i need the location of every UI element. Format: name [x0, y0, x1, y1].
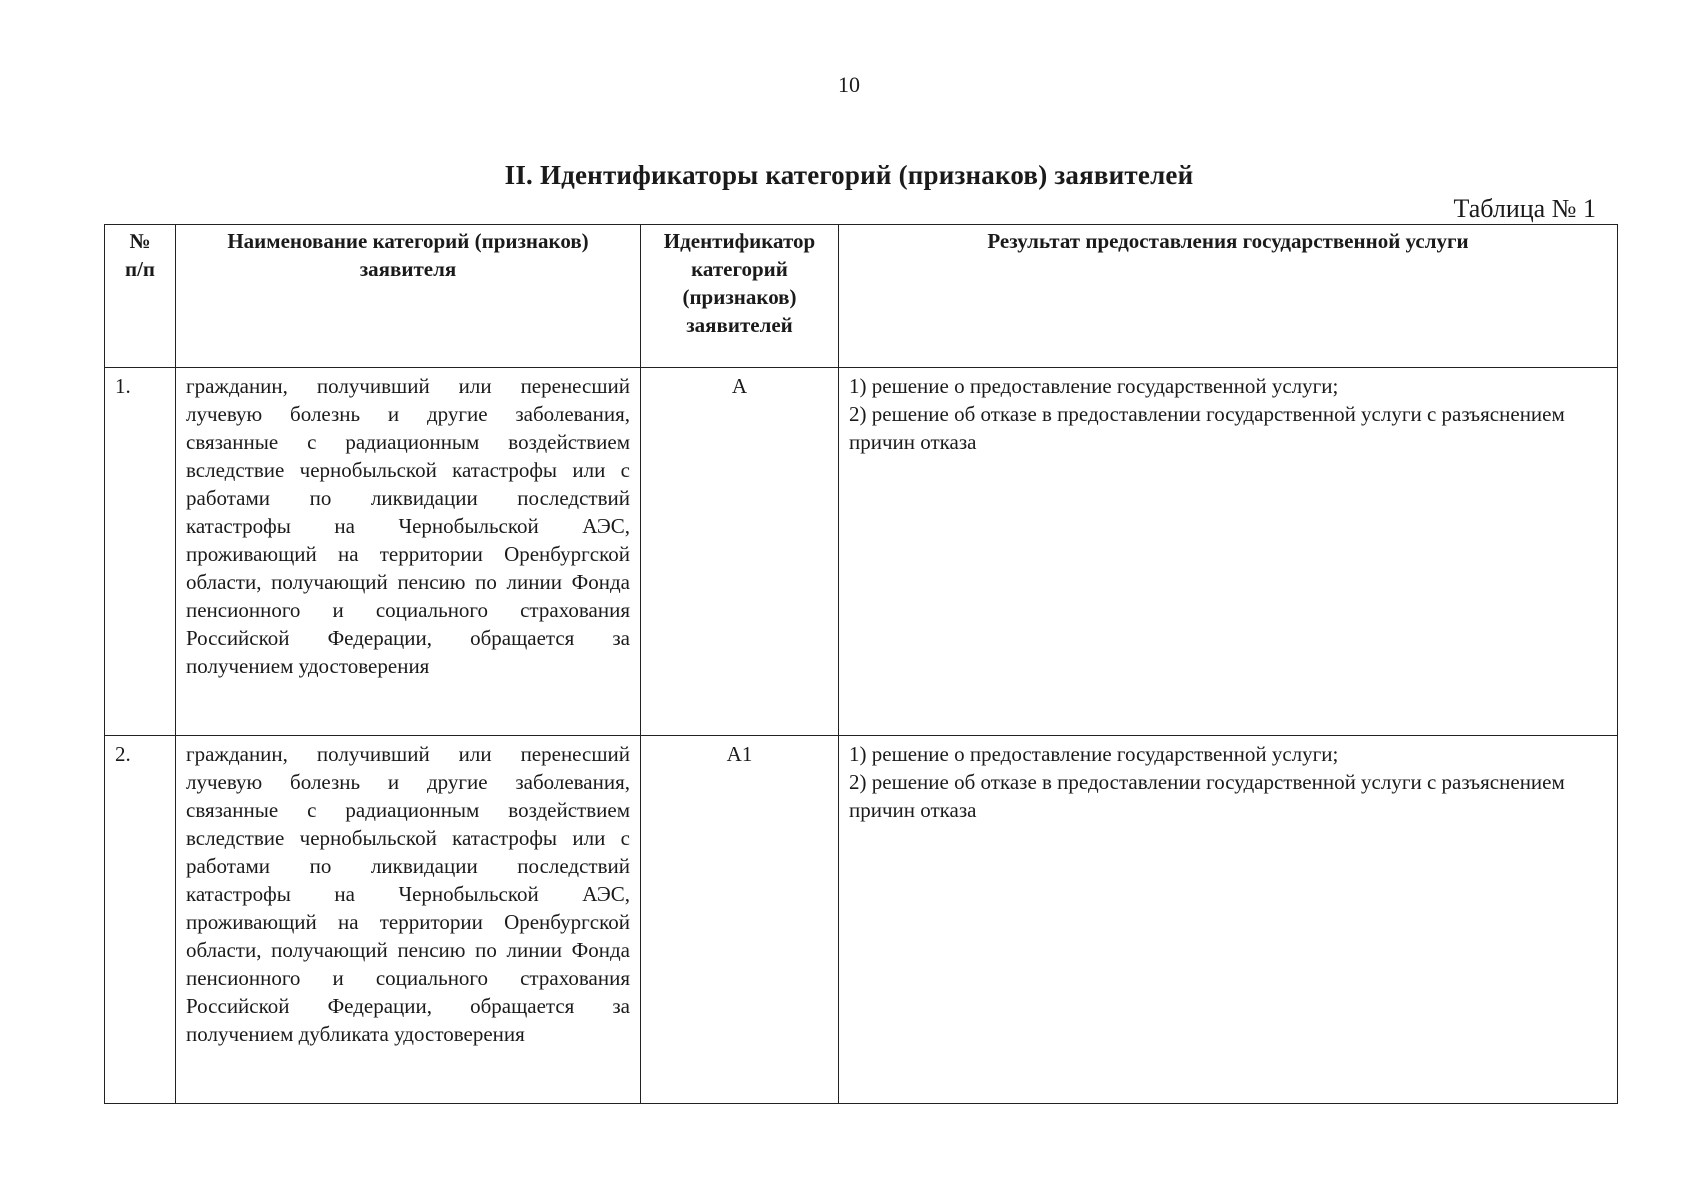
row-result-item-1: 1) решение о предоставление государственной услуги;	[849, 742, 1339, 766]
header-num-line-2: п/п	[124, 257, 156, 281]
row-num: 1.	[105, 368, 176, 736]
row-result-item-2: 2) решение об отказе в предоставлении государственной услуги с разъяснением причин отказа	[849, 402, 1565, 454]
header-identifier-line-2: категорий	[691, 257, 788, 281]
table-caption: Таблица № 1	[1453, 194, 1596, 223]
row-result-item-1: 1) решение о предоставление государственной услуги;	[849, 374, 1339, 398]
page-number: 10	[838, 72, 860, 97]
row-identifier: А1	[641, 736, 839, 1104]
table-row	[105, 736, 1618, 1104]
header-identifier-line-3: (признаков)	[682, 285, 797, 309]
row-num: 2.	[105, 736, 176, 1104]
row-result	[839, 368, 1618, 736]
table-row	[105, 368, 1618, 736]
header-num-line-1: №	[129, 229, 151, 253]
header-num	[105, 225, 176, 368]
row-identifier: А	[641, 368, 839, 736]
section-title: II. Идентификаторы категорий (признаков) заявителей	[504, 160, 1194, 190]
row-result-item-2: 2) решение об отказе в предоставлении государственной услуги с разъяснением причин отказа	[849, 770, 1565, 822]
header-name: Наименование категорий (признаков) заявителя	[176, 225, 641, 368]
row-category-name: гражданин, получивший или перенесший лучевую болезнь и другие заболевания, связанные с радиационным воздействием вследствие чернобыльской катастрофы или с работами по ликвидации последствий катастрофы на Чернобыльской АЭС, проживающий на территории Оренбургской области, получающий пенсию по линии Фонда пенсионного и социального страхования Российской Федерации, обращается за получением дубликата удостоверения	[176, 736, 641, 1104]
header-identifier-line-4: заявителей	[686, 313, 793, 337]
row-category-name: гражданин, получивший или перенесший лучевую болезнь и другие заболевания, связанные с радиационным воздействием вследствие чернобыльской катастрофы или с работами по ликвидации последствий катастрофы на Чернобыльской АЭС, проживающий на территории Оренбургской области, получающий пенсию по линии Фонда пенсионного и социального страхования Российской Федерации, обращается за получением удостоверения	[176, 368, 641, 736]
header-identifier-line-1: Идентификатор	[663, 229, 816, 253]
table-header-row	[105, 225, 1618, 368]
row-result	[839, 736, 1618, 1104]
header-identifier	[641, 225, 839, 368]
header-result: Результат предоставления государственной услуги	[839, 225, 1618, 368]
applicant-categories-table	[104, 224, 1618, 1104]
